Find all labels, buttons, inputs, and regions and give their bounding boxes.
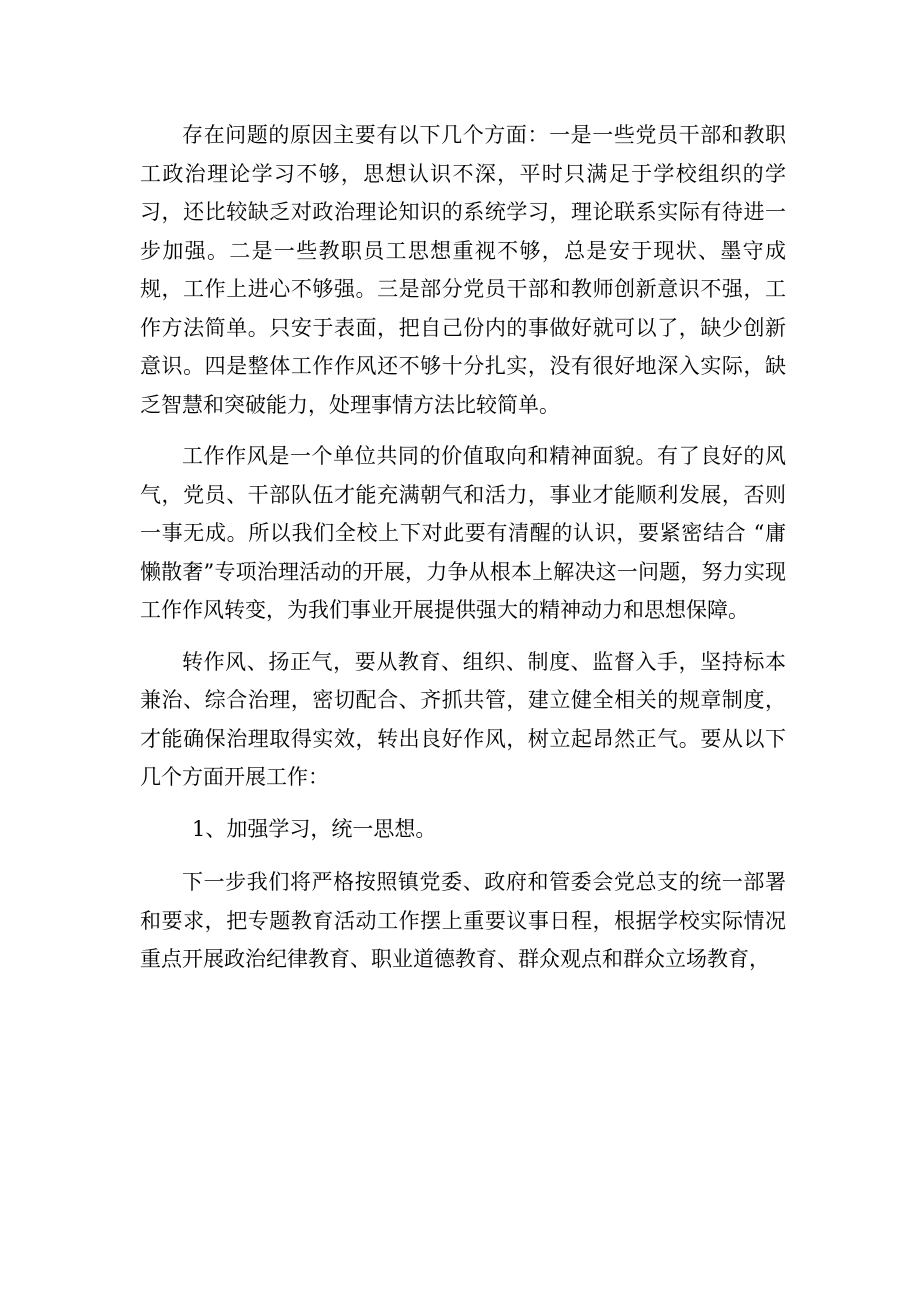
list-item-1-heading: 1、加强学习，统一思想。 (192, 816, 437, 841)
paragraph-work-style: 工作作风是一个单位共同的价值取向和精神面貌。有了良好的风气，党员、干部队伍才能充满朝气和活力，事业才能顺利发展，否则一事无成。所以我们全校上下对此要有清醒的认识，要紧密结合 “庸懒散奢”专项治理活动的开展，力争从根本上解决这一问题，努力实现工作作风转变，为我们事业开展提供强大的精神动力和思想保障。 (140, 444, 786, 622)
document-body (140, 116, 786, 992)
paragraph-causes: 存在问题的原因主要有以下几个方面：一是一些党员干部和教职工政治理论学习不够，思想认识不深，平时只满足于学校组织的学习，还比较缺乏对政治理论知识的系统学习，理论联系实际有待进一步加强。二是一些教职员工思想重视不够，总是安于现状、墨守成规，工作上进心不够强。三是部分党员干部和教师创新意识不强，工作方法简单。只安于表面，把自己份内的事做好就可以了，缺少创新意识。四是整体工作作风还不够十分扎实，没有很好地深入实际，缺乏智慧和突破能力，处理事情方法比较简单。 (140, 123, 786, 417)
paragraph-rectification: 转作风、扬正气，要从教育、组织、制度、监督入手，坚持标本兼治、综合治理，密切配合、齐抓共管，建立健全相关的规章制度，才能确保治理取得实效，转出良好作风，树立起昂然正气。要从以下几个方面开展工作： (140, 649, 786, 789)
paragraph-next-steps: 下一步我们将严格按照镇党委、政府和管委会党总支的统一部署和要求，把专题教育活动工作摆上重要议事日程，根据学校实际情况重点开展政治纪律教育、职业道德教育、群众观点和群众立场教育， (140, 870, 786, 971)
